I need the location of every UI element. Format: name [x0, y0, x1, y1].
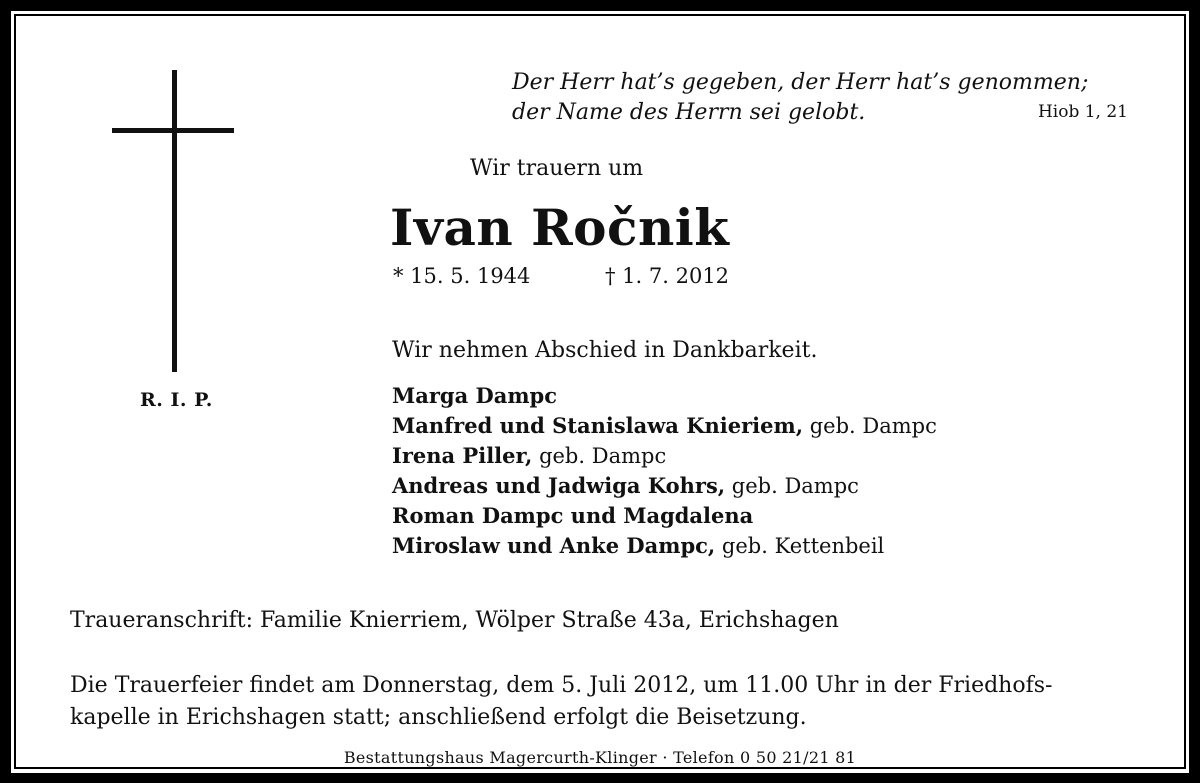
- mourning-intro: Wir trauern um: [470, 156, 644, 181]
- mourner-name: Roman Dampc und Magdalena: [392, 503, 754, 528]
- cross-vertical-bar: [172, 70, 177, 372]
- mourner-row: [392, 501, 937, 531]
- mourner-maiden-name: geb. Kettenbeil: [721, 534, 885, 558]
- rip-label: R. I. P.: [140, 389, 213, 411]
- mourners-list: [392, 381, 937, 561]
- mourner-maiden-name: geb. Dampc: [809, 414, 937, 438]
- mourner-name: Miroslaw und Anke Dampc,: [392, 533, 716, 558]
- bible-verse-line-1: Der Herr hat’s gegeben, der Herr hat’s genommen;: [512, 70, 1089, 95]
- mourner-maiden-name: geb. Dampc: [731, 474, 859, 498]
- service-line-1: Die Trauerfeier findet am Donnerstag, dem 5. Juli 2012, um 11.00 Uhr in der Friedhofs-: [70, 673, 1053, 698]
- cross-icon: [112, 70, 234, 370]
- mourner-row: [392, 381, 937, 411]
- mourner-row: [392, 411, 937, 441]
- service-line-2: kapelle in Erichshagen statt; anschließend erfolgt die Beisetzung.: [70, 705, 807, 730]
- mourner-row: [392, 471, 937, 501]
- cross-horizontal-bar: [112, 128, 234, 133]
- farewell-text: Wir nehmen Abschied in Dankbarkeit.: [392, 338, 818, 363]
- birth-date: * 15. 5. 1944: [393, 264, 531, 288]
- mourner-row: [392, 531, 937, 561]
- mourner-maiden-name: geb. Dampc: [539, 444, 667, 468]
- bible-verse-line-2: der Name des Herrn sei gelobt.: [512, 100, 866, 125]
- death-date: † 1. 7. 2012: [605, 264, 730, 288]
- bible-verse-reference: Hiob 1, 21: [1037, 102, 1128, 122]
- footer: [0, 748, 1200, 767]
- funeral-home-contact: Bestattungshaus Magercurth-Klinger · Telefon 0 50 21/21 81: [338, 748, 862, 767]
- mourning-address: Traueranschrift: Familie Knierriem, Wölper Straße 43a, Erichshagen: [70, 608, 839, 633]
- mourner-name: Manfred und Stanislawa Knieriem,: [392, 413, 804, 438]
- mourner-name: Andreas und Jadwiga Kohrs,: [392, 473, 726, 498]
- deceased-name: Ivan Ročnik: [390, 198, 730, 257]
- mourner-row: [392, 441, 937, 471]
- mourner-name: Irena Piller,: [392, 443, 533, 468]
- mourner-name: Marga Dampc: [392, 383, 558, 408]
- funeral-service-info: [70, 670, 1052, 734]
